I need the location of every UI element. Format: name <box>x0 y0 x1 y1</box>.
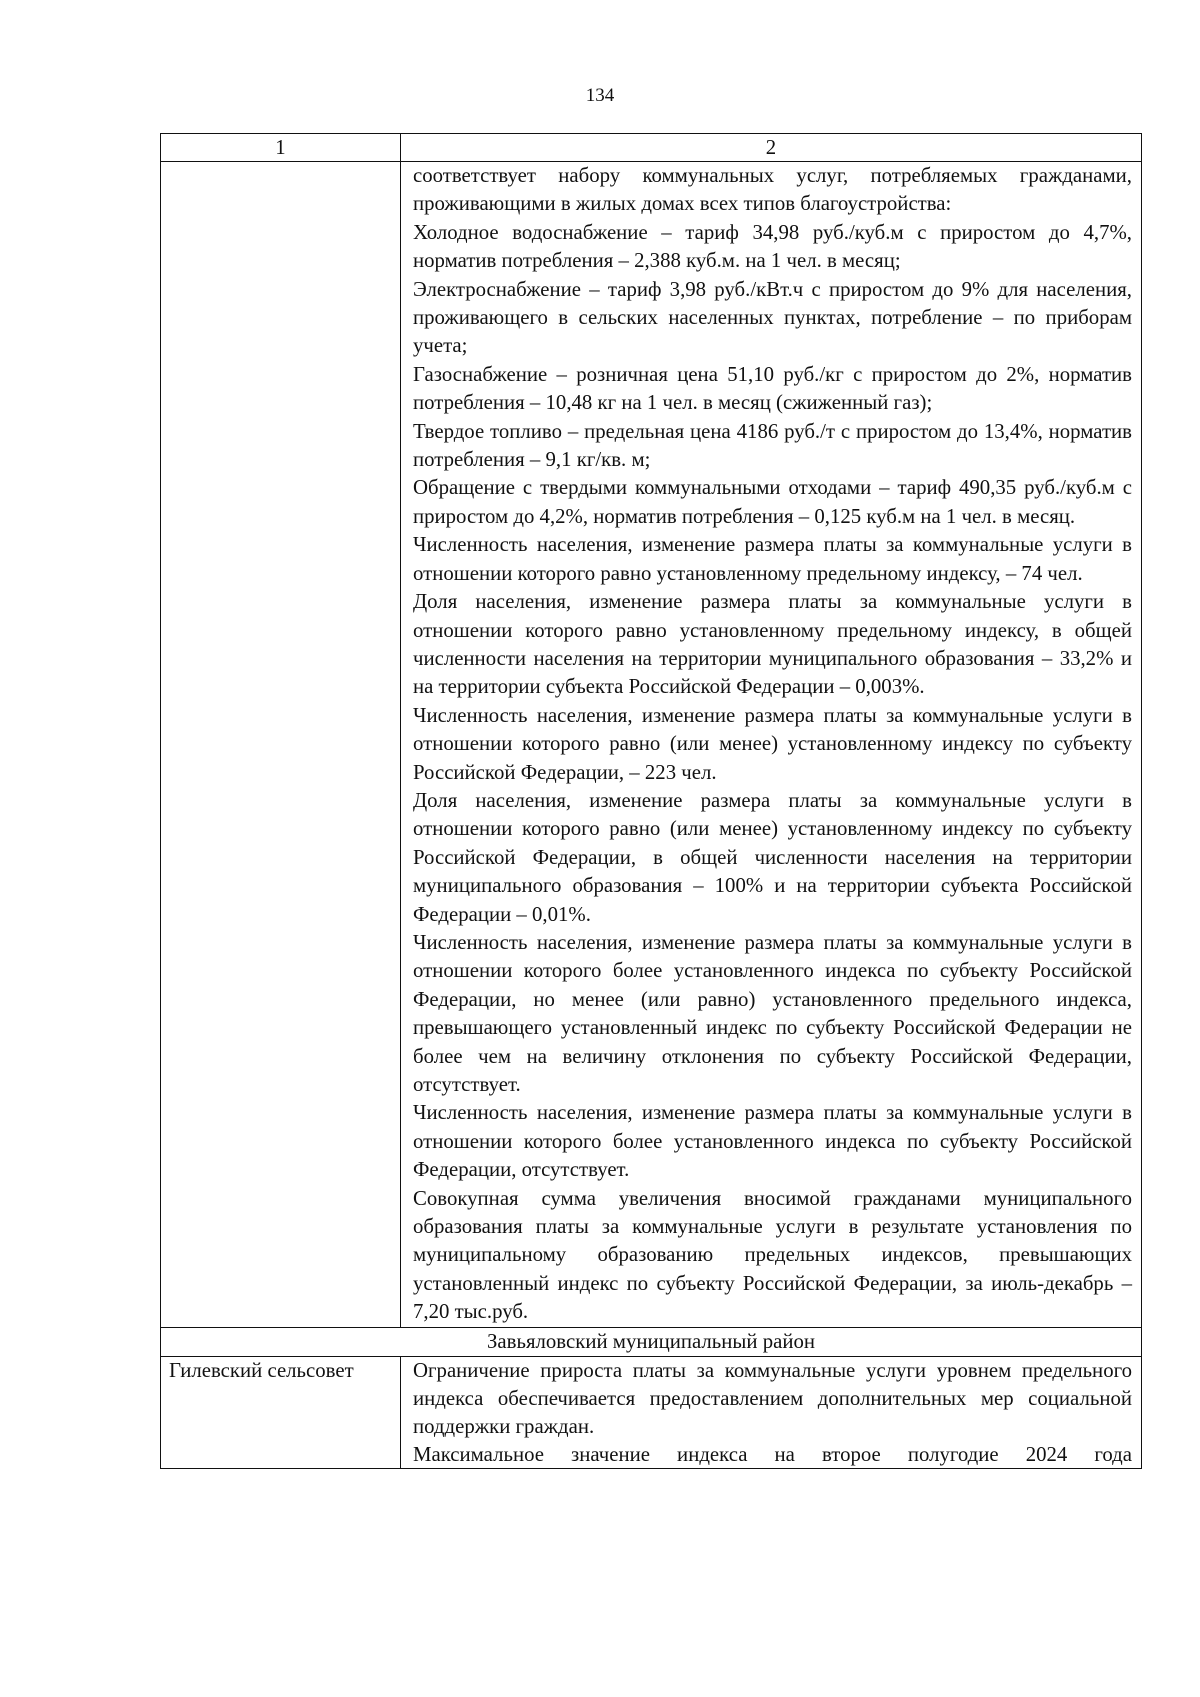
paragraph: Численность населения, изменение размера платы за коммунальные услуги в отношении которого более установленного индекса по субъекту Российской Федерации, отсутствует. <box>413 1101 1132 1182</box>
paragraph: соответствует набору коммунальных услуг, потребляемых гражданами, проживающими в жилых домах всех типов благоустройства: <box>413 164 1132 216</box>
column-1-header: 1 <box>161 134 401 162</box>
paragraph: Численность населения, изменение размера платы за коммунальные услуги в отношении которого равно (или менее) установленному индексу по субъекту Российской Федерации, – 223 чел. <box>413 703 1132 784</box>
paragraph: Обращение с твердыми коммунальными отходами – тариф 490,35 руб./куб.м с приростом до 4,2%, норматив потребления – 0,125 куб.м на 1 чел. в месяц. <box>413 476 1132 528</box>
paragraph: Газоснабжение – розничная цена 51,10 руб./кг с приростом до 2%, норматив потребления – 10,48 кг на 1 чел. в месяц (сжиженный газ); <box>413 362 1132 415</box>
paragraph: Электроснабжение – тариф 3,98 руб./кВт.ч с приростом до 9% для населения, проживающего в сельских населенных пунктах, потребление – по приборам учета; <box>413 277 1132 358</box>
paragraph: Доля населения, изменение размера платы за коммунальные услуги в отношении которого равно установленному предельному индексу, в общей численности населения на территории муниципального образования – 33,2% и на территории субъекта Российской Федерации – 0,003%. <box>413 590 1132 699</box>
continuation-text-cell <box>401 162 1142 1328</box>
paragraph: Доля населения, изменение размера платы за коммунальные услуги в отношении которого равно (или менее) установленному индексу по субъекту Российской Федерации, в общей численности населения на территории муниципального образования – 100% и на территории субъекта Российской Федерации – 0,01%. <box>413 788 1132 926</box>
paragraph: Холодное водоснабжение – тариф 34,98 руб./куб.м с приростом до 4,7%, норматив потребления – 2,388 куб.м. на 1 чел. в месяц; <box>413 220 1132 273</box>
continuation-row <box>161 162 1142 1328</box>
paragraph: Ограничение прироста платы за коммунальные услуги уровнем предельного индекса обеспечивается предоставлением дополнительных мер социальной поддержки граждан. <box>413 1358 1132 1439</box>
district-row <box>161 1327 1142 1356</box>
continuation-name-cell <box>161 162 401 1328</box>
settlement-row <box>161 1356 1142 1468</box>
paragraph: Численность населения, изменение размера платы за коммунальные услуги в отношении которого более установленного индекса по субъекту Российской Федерации, но менее (или равно) установленного предельного индекса, превышающего установленный индекс по субъекту Российской Федерации не более чем на величину отклонения по субъекту Российской Федерации, отсутствует. <box>413 930 1132 1096</box>
settlement-text-cell <box>401 1356 1142 1468</box>
paragraph: Совокупная сумма увеличения вносимой гражданами муниципального образования платы за коммунальные услуги в результате установления по муниципальному образованию предельных индексов, превышающих установленный индекс по субъекту Российской Федерации, за июль-декабрь – 7,20 тыс.руб. <box>413 1186 1132 1324</box>
table-header-row <box>161 134 1142 162</box>
paragraph: Твердое топливо – предельная цена 4186 руб./т с приростом до 13,4%, норматив потребления – 9,1 кг/кв. м; <box>413 419 1132 472</box>
cut-off-line: Максимальное значение индекса на второе полугодие 2024 года <box>413 1442 1132 1466</box>
district-heading: Завьяловский муниципальный район <box>161 1327 1142 1356</box>
settlement-name: Гилевский сельсовет <box>161 1356 401 1468</box>
tariff-table <box>160 133 1142 1469</box>
page-number: 134 <box>585 85 615 106</box>
paragraph: Численность населения, изменение размера платы за коммунальные услуги в отношении которого равно установленному предельному индексу, – 74 чел. <box>413 533 1132 585</box>
column-2-header: 2 <box>401 134 1142 162</box>
